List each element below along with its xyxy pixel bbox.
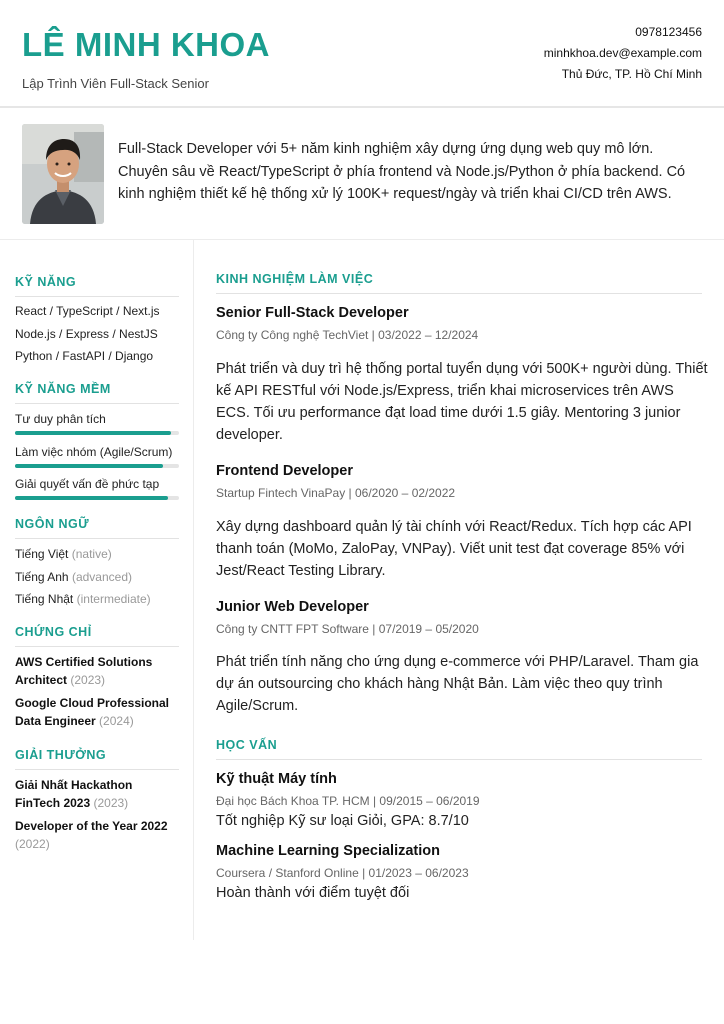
soft-skill-bar-fill	[15, 431, 171, 435]
education-heading: HỌC VẤN	[216, 738, 702, 760]
soft-skill-bar	[15, 464, 179, 468]
education-note: Tốt nghiệp Kỹ sư loại Giỏi, GPA: 8.7/10	[216, 813, 469, 829]
location: Thủ Đức, TP. Hồ Chí Minh	[561, 67, 702, 81]
awards-heading: GIẢI THƯỞNG	[15, 748, 179, 770]
job-description: Phát triển và duy trì hệ thống portal tuyển dụng với 500K+ người dùng. Thiết kế API RESTful với Node.js/Express, triển khai microservices trên AWS ECS. Tối ưu performance đạt load time dưới 1.5 giây. Mentoring 3 junior developer.	[216, 361, 708, 443]
skills-heading: KỸ NĂNG	[15, 275, 179, 297]
phone-number: 0978123456	[635, 25, 702, 39]
award-year: (2022)	[15, 837, 50, 851]
job-role: Frontend Developer	[216, 463, 353, 479]
soft-skills-heading: KỸ NĂNG MỀM	[15, 382, 179, 404]
award-name: FinTech 2023	[15, 796, 91, 810]
soft-skill-label: Tư duy phân tích	[15, 412, 106, 426]
soft-skill-label: Giải quyết vấn đề phức tạp	[15, 477, 160, 491]
award-item	[15, 776, 185, 812]
language-item	[15, 547, 185, 561]
soft-skill-label: Làm việc nhóm (Agile/Scrum)	[15, 445, 173, 459]
language-level: (intermediate)	[76, 592, 151, 606]
award-name: Developer of the Year 2022	[15, 819, 168, 833]
certificate-name: Architect	[15, 673, 68, 687]
job-meta: Công ty Công nghệ TechViet | 03/2022 – 12/2024	[216, 328, 479, 342]
soft-skill-bar	[15, 431, 179, 435]
certificate-item	[15, 653, 185, 689]
job-description: Phát triển tính năng cho ứng dụng e-commerce với PHP/Laravel. Tham gia dự án outsourcing cho khách hàng Nhật Bản. Làm việc theo quy trình Agile/Scrum.	[216, 654, 699, 714]
soft-skill-bar	[15, 496, 179, 500]
profile-photo	[22, 124, 104, 224]
award-name: Giải Nhất Hackathon	[15, 778, 133, 792]
award-item	[15, 817, 185, 853]
skill-item: Node.js / Express / NestJS	[15, 327, 158, 341]
experience-heading: KINH NGHIỆM LÀM VIỆC	[216, 272, 702, 294]
certificate-name: Google Cloud Professional	[15, 696, 170, 710]
avatar	[22, 124, 104, 224]
summary-text: Full-Stack Developer với 5+ năm kinh nghiệm xây dựng ứng dụng web quy mô lớn. Chuyên sâu về React/TypeScript ở phía frontend và Node.js/Python ở phía backend. Có kinh nghiệm thiết kế hệ thống xử lý 100K+ request/ngày và triển khai CI/CD trên AWS.	[118, 141, 686, 202]
language-item	[15, 570, 185, 584]
job-meta: Công ty CNTT FPT Software | 07/2019 – 05/2020	[216, 622, 479, 636]
education-degree: Kỹ thuật Máy tính	[216, 771, 337, 787]
soft-skill-bar-fill	[15, 464, 163, 468]
language-item	[15, 592, 185, 606]
certificate-name: AWS Certified Solutions	[15, 655, 153, 669]
languages-heading: NGÔN NGỮ	[15, 517, 179, 539]
language-level: (native)	[71, 547, 112, 561]
candidate-name: LÊ MINH KHOA	[22, 26, 270, 63]
summary-section	[0, 110, 724, 240]
certificate-year: (2024)	[99, 714, 134, 728]
education-meta: Coursera / Stanford Online | 01/2023 – 06/2023	[216, 866, 469, 880]
job-description: Xây dựng dashboard quản lý tài chính với React/Redux. Tích hợp các API thanh toán (MoMo, ZaloPay, VNPay). Viết unit test đạt coverage 85% với Jest/React Testing Library.	[216, 519, 692, 579]
sidebar	[0, 240, 194, 940]
certificate-item	[15, 694, 185, 730]
certificate-year: (2023)	[70, 673, 106, 687]
contact-info	[544, 22, 702, 85]
resume-header	[0, 0, 724, 108]
education-degree: Machine Learning Specialization	[216, 843, 440, 859]
candidate-title: Lập Trình Viên Full-Stack Senior	[22, 76, 209, 91]
education-note: Hoàn thành với điểm tuyệt đối	[216, 885, 410, 901]
award-year: (2023)	[93, 796, 129, 810]
language-name: Tiếng Nhật	[15, 592, 74, 606]
language-level: (advanced)	[71, 570, 132, 584]
certificate-name: Data Engineer	[15, 714, 96, 728]
skill-item: React / TypeScript / Next.js	[15, 304, 160, 318]
education-meta: Đại học Bách Khoa TP. HCM | 09/2015 – 06/2019	[216, 794, 480, 808]
job-role: Junior Web Developer	[216, 599, 369, 615]
certificates-heading: CHỨNG CHỈ	[15, 625, 179, 647]
soft-skill-bar-fill	[15, 496, 168, 500]
language-name: Tiếng Việt	[15, 547, 69, 561]
language-name: Tiếng Anh	[15, 570, 69, 584]
skill-item: Python / FastAPI / Django	[15, 349, 154, 363]
job-meta: Startup Fintech VinaPay | 06/2020 – 02/2022	[216, 486, 456, 500]
job-role: Senior Full-Stack Developer	[216, 305, 409, 321]
email-address: minhkhoa.dev@example.com	[543, 46, 702, 60]
